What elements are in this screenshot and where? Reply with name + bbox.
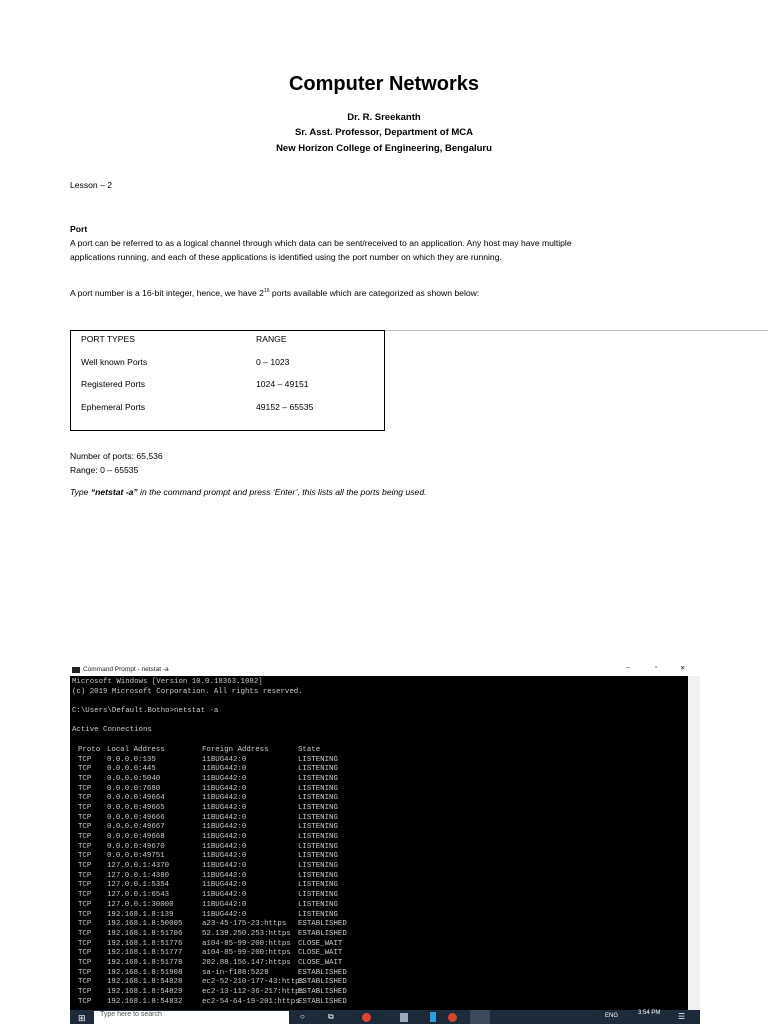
powerpoint-icon[interactable] [448,1013,457,1022]
netstat-cell: LISTENING [298,794,338,803]
netstat-row [72,891,338,901]
netstat-cell: 11BUG442:0 [202,755,247,764]
terminal-line [72,717,303,727]
netstat-cell: 127.0.0.1:5354 [107,881,170,890]
netstat-cell: TCP [78,774,92,783]
netstat-cell: State [298,745,321,754]
netstat-cell: 11BUG442:0 [202,765,247,774]
app-icon[interactable] [430,1012,436,1022]
terminal-line: Microsoft Windows [Version 10.0.18363.1082] [72,678,263,686]
netstat-row [72,823,338,833]
task-view-icon[interactable]: ⧉ [328,1012,334,1021]
netstat-cell: LISTENING [298,833,338,841]
netstat-cell: CLOSE_WAIT [298,949,343,958]
netstat-cell: TCP [78,910,92,919]
netstat-cell: 192.168.1.8:51706 [107,929,183,938]
netstat-cell: TCP [78,813,92,822]
terminal-line: Active Connections [72,726,152,735]
netstat-cell: ESTABLISHED [298,920,347,929]
netstat-cell: ESTABLISHED [298,988,347,996]
netstat-cell: ESTABLISHED [298,978,347,987]
netstat-cell: a104-85-99-200:https [202,949,291,958]
netstat-cell: LISTENING [298,823,338,832]
author: Dr. R. Sreekanth [347,112,421,123]
table-row [81,402,381,414]
netstat-cell: LISTENING [298,765,338,774]
netstat-cell: 11BUG442:0 [202,852,247,861]
netstat-cell: TCP [78,958,92,967]
netstat-cell: LISTENING [298,813,338,822]
college: New Horizon College of Engineering, Bengaluru [276,143,492,154]
netstat-cell: 0.0.0.0:445 [107,765,156,774]
netstat-row [72,900,338,911]
netstat-cell: TCP [78,949,92,958]
netstat-row [72,978,347,988]
netstat-cell: 11BUG442:0 [202,842,247,851]
netstat-row [72,803,338,814]
netstat-cell: TCP [78,823,92,832]
netstat-row [72,755,338,766]
netstat-row [72,852,338,862]
netstat-row [72,997,347,1008]
text: in the command prompt and press ‘Enter’, this lists all the ports being used. [137,487,427,497]
netstat-cell: TCP [78,997,92,1006]
netstat-cell: ec2-52-210-177-43:https [202,978,305,987]
netstat-row [72,794,338,804]
table-cell: Ephemeral Ports [81,401,146,412]
table-cell: 1024 – 49151 [256,379,309,389]
netstat-cell: 192.168.1.8:54828 [107,978,183,987]
netstat-cell: 11BUG442:0 [202,823,247,832]
table-cell: 0 – 1023 [256,356,290,367]
paragraph-line: A port can be referred to as a logical channel through which data can be sent/received to an application. Any host may have multiple [70,238,572,248]
range: Range: 0 – 65535 [70,465,139,475]
netstat-cell: 0.0.0.0:49751 [107,852,165,861]
terminal-line: C:\Users\Default.Botho>netstat -a [72,707,219,716]
port-table [70,330,385,431]
netstat-cell: TCP [78,842,92,851]
netstat-cell: 11BUG442:0 [202,794,247,803]
command: “netstat -a” [90,487,138,497]
table-cell: 49152 – 65535 [256,401,314,412]
netstat-cell: ec2-13-112-36-217:https [202,988,305,996]
netstat-cell: TCP [78,784,92,793]
netstat-row [72,813,338,824]
cortana-icon[interactable]: ○ [300,1012,305,1021]
terminal-line [72,736,303,746]
netstat-cell: 192.168.1.8:139 [107,910,174,919]
netstat-cell: CLOSE_WAIT [298,939,343,948]
table-cell: Well known Ports [81,356,148,367]
netstat-cell: LISTENING [298,774,338,783]
netstat-row [72,765,338,775]
text: A port number is a 16-bit integer, hence, we have 2 [70,288,264,298]
netstat-cell: 192.168.1.8:50005 [107,920,183,929]
netstat-cell: 192.168.1.8:51776 [107,939,183,948]
netstat-cell: 11BUG442:0 [202,774,247,783]
netstat-cell: 0.0.0.0:135 [107,755,156,764]
netstat-cell: 0.0.0.0:49668 [107,833,165,841]
paragraph-16bit [70,288,479,298]
divider [384,330,768,331]
search-box[interactable] [94,1011,289,1024]
netstat-cell: 11BUG442:0 [202,784,247,793]
netstat-cell: TCP [78,852,92,861]
window-title: Command Prompt - netstat -a [83,666,169,673]
netstat-row [72,871,338,882]
document-title: Computer Networks [288,73,480,95]
netstat-cell: LISTENING [298,862,338,871]
window-titlebar [70,664,700,676]
netstat-row [72,988,347,998]
netstat-cell: CLOSE_WAIT [298,958,343,967]
netstat-cell: 11BUG442:0 [202,862,247,871]
netstat-cell: a23-45-175-23:https [202,920,287,929]
netstat-cell: TCP [78,988,92,996]
netstat-cell: 192.168.1.8:54829 [107,988,183,996]
netstat-row [72,968,347,979]
text: ports available which are categorized as shown below: [269,288,480,298]
netstat-cell: TCP [78,881,92,890]
netstat-row [72,939,343,950]
app-icon[interactable] [400,1013,408,1022]
taskbar [70,1010,700,1024]
superscript: 16 [263,288,270,295]
command-prompt-window [70,664,700,1010]
netstat-row [72,949,343,959]
netstat-cell: 0.0.0.0:49667 [107,823,165,832]
netstat-cell: TCP [78,929,92,938]
netstat-cell: 127.0.0.1:30000 [107,900,174,909]
table-row [81,357,381,369]
netstat-cell: TCP [78,833,92,841]
lang-indicator: ENG [605,1013,619,1019]
netstat-cell: Foreign Address [202,745,269,754]
netstat-cell: LISTENING [298,755,338,764]
position: Sr. Asst. Professor, Department of MCA [294,127,474,138]
netstat-row [72,784,338,795]
table-cell: RANGE [256,334,287,344]
netstat-cell: 202.88.156.147:https [202,958,291,967]
netstat-cell: LISTENING [298,881,338,890]
netstat-cell: 127.0.0.1:4370 [107,862,170,871]
netstat-cell: 192.168.1.8:54832 [107,997,183,1006]
table-cell: Registered Ports [81,379,146,389]
netstat-cell: TCP [78,871,92,880]
netstat-cell: ESTABLISHED [298,929,347,938]
netstat-cell: LISTENING [298,871,338,880]
search-placeholder: Type here to search [100,1011,162,1018]
port-heading: Port [70,224,88,234]
clock: 3:54 PM [638,1010,661,1016]
netstat-header [72,745,321,756]
netstat-cell: TCP [78,891,92,900]
netstat-cell: TCP [78,765,92,774]
terminal-output [72,678,347,1007]
instruction [70,487,427,497]
netstat-cell: 127.0.0.1:6543 [107,891,170,900]
netstat-cell: LISTENING [298,784,338,793]
maximize-button[interactable]: ▫ [655,664,658,671]
netstat-cell: 192.168.1.8:51778 [107,958,183,967]
netstat-cell: TCP [78,920,92,929]
cmd-icon [72,667,80,673]
netstat-cell: TCP [78,978,92,987]
netstat-cell: LISTENING [298,842,338,851]
netstat-cell: sa-in-f188:5228 [202,968,269,977]
netstat-cell: 0.0.0.0:49664 [107,794,165,803]
netstat-cell: 0.0.0.0:49670 [107,842,165,851]
netstat-row [72,929,347,940]
table-header [81,334,381,346]
netstat-cell: 0.0.0.0:7680 [107,784,161,793]
text: Type [70,487,91,497]
netstat-row [72,910,338,921]
netstat-cell: 11BUG442:0 [202,813,247,822]
num-ports: Number of ports: 65,536 [70,451,163,461]
netstat-cell: 11BUG442:0 [202,900,247,909]
netstat-cell: LISTENING [298,910,338,919]
netstat-cell: LISTENING [298,803,338,812]
netstat-cell: TCP [78,755,92,764]
netstat-cell: LISTENING [298,891,338,900]
netstat-cell: 11BUG442:0 [202,833,247,841]
netstat-row [72,842,338,853]
netstat-cell: TCP [78,794,92,803]
netstat-cell: 192.168.1.8:51777 [107,949,183,958]
netstat-cell: a104-85-99-200:https [202,939,291,948]
netstat-cell: 11BUG442:0 [202,910,247,919]
netstat-row [72,862,338,872]
netstat-row [72,833,338,843]
netstat-cell: Local Address [107,745,165,754]
netstat-cell: TCP [78,939,92,948]
minimize-button[interactable]: – [626,664,630,671]
netstat-cell: TCP [78,968,92,977]
terminal-line [72,697,303,707]
netstat-row [72,774,338,785]
chrome-icon[interactable] [362,1013,371,1022]
table-row [81,379,381,391]
windows-start-icon[interactable]: ⊞ [78,1013,86,1023]
netstat-cell: 52.139.250.253:https [202,929,291,938]
table-cell: PORT TYPES [81,334,135,344]
notifications-icon[interactable]: ☰ [678,1012,686,1021]
terminal-line: (c) 2019 Microsoft Corporation. All rights reserved. [72,687,303,696]
netstat-row [72,958,343,969]
netstat-row [72,881,338,891]
netstat-cell: 11BUG442:0 [202,881,247,890]
netstat-cell: 0.0.0.0:49666 [107,813,165,822]
netstat-cell: 0.0.0.0:5040 [107,774,161,783]
netstat-cell: Proto [78,745,101,754]
netstat-cell: TCP [78,900,92,909]
netstat-cell: 11BUG442:0 [202,871,247,880]
cmd-taskbar-icon[interactable] [470,1010,490,1024]
scrollbar[interactable] [688,676,700,1010]
netstat-cell: ESTABLISHED [298,997,347,1006]
netstat-cell: TCP [78,862,92,871]
netstat-cell: LISTENING [298,900,338,909]
paragraph-line: applications running, and each of these applications is identified using the port number on which they are running. [70,252,502,262]
netstat-cell: 11BUG442:0 [202,891,247,900]
netstat-cell: LISTENING [298,852,338,861]
netstat-cell: 11BUG442:0 [202,803,247,812]
netstat-cell: ec2-54-64-19-201:https [202,997,300,1006]
netstat-cell: ESTABLISHED [298,968,347,977]
lesson: Lesson – 2 [70,180,113,190]
netstat-cell: 127.0.0.1:4380 [107,871,170,880]
netstat-row [72,920,347,930]
netstat-cell: 192.168.1.8:51908 [107,968,183,977]
netstat-cell: TCP [78,803,92,812]
close-button[interactable]: ✕ [680,665,686,672]
netstat-cell: 0.0.0.0:49665 [107,803,165,812]
